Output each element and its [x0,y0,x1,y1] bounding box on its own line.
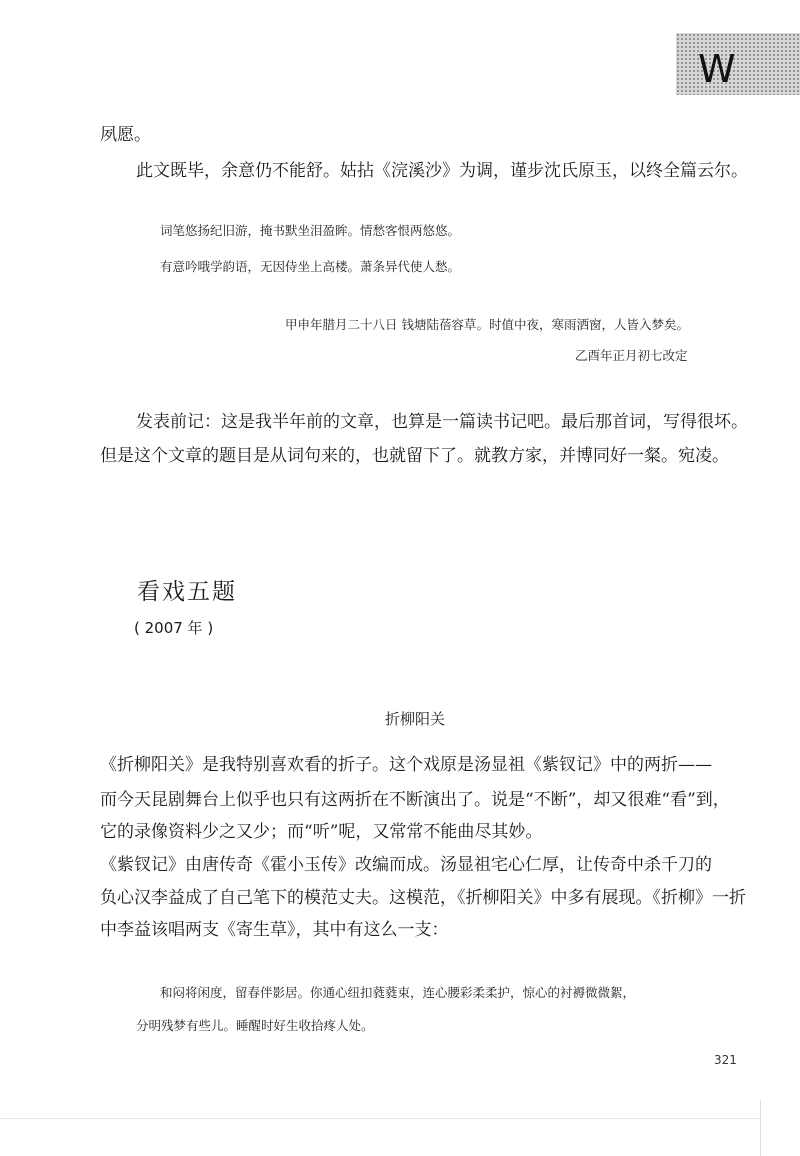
essay-end-line-1: 夙愿。 [100,125,151,145]
lyric-line-2: 分明残梦有些儿。睡醒时好生收拾疼人处。 [136,1018,374,1033]
poem-line-1: 词笔悠扬纪旧游，掩书默坐泪盈眸。情愁客恨两悠悠。 [160,223,461,238]
signature-line-2: 乙酉年正月初七改定 [575,348,688,363]
paragraph-2-line-3: 中李益该唱两支《寄生草》，其中有这么一支： [100,920,449,940]
signature-line-1: 甲申年腊月二十八日 钱塘陆蓓容草。时值中夜，寒雨洒窗，人皆入梦矣。 [285,317,689,332]
page-number: 321 [714,1053,737,1067]
paragraph-1-line-3: 它的录像资料少之又少；而“听”呢，又常常不能曲尽其妙。 [100,822,543,842]
section-year: ( 2007 年 ) [134,619,214,637]
postscript-line-1: 发表前记：这是我半年前的文章，也算是一篇读书记吧。最后那首词，写得很坏。 [136,412,748,432]
paragraph-2-line-1: 《紫钗记》由唐传奇《霍小玉传》改编而成。汤显祖宅心仁厚，让传奇中杀千刀的 [100,855,712,875]
poem-line-2: 有意吟哦学韵语，无因侍坐上高楼。萧条异代使人愁。 [160,259,461,274]
postscript-line-2: 但是这个文章的题目是从词句来的，也就留下了。就教方家，并博同好一粲。宛凌。 [100,446,729,466]
paragraph-2-line-2: 负心汉李益成了自己笔下的模范丈夫。这模范，《折柳阳关》中多有展现。《折柳》一折 [100,888,746,908]
paragraph-1-line-2: 而今天昆剧舞台上似乎也只有这两折在不断演出了。说是“不断”，却又很难“看”到， [100,790,730,810]
corner-letter: W [698,47,736,91]
lyric-line-1: 和闷将闲度，留春伴影居。你通心纽扣蕤蕤束，连心腰彩柔柔护，惊心的衬褥微微絮， [160,985,636,1000]
subsection-title: 折柳阳关 [385,710,446,728]
page-bottom-edge [0,1118,760,1119]
page-right-edge [760,1100,761,1156]
paragraph-1-line-1: 《折柳阳关》是我特别喜欢看的折子。这个戏原是汤显祖《紫钗记》中的两折—— [100,755,712,775]
corner-tab [676,33,800,95]
section-title: 看戏五题 [137,579,237,605]
essay-end-line-2: 此文既毕，余意仍不能舒。姑拈《浣溪沙》为调，谨步沈氏原玉，以终全篇云尔。 [136,161,748,181]
